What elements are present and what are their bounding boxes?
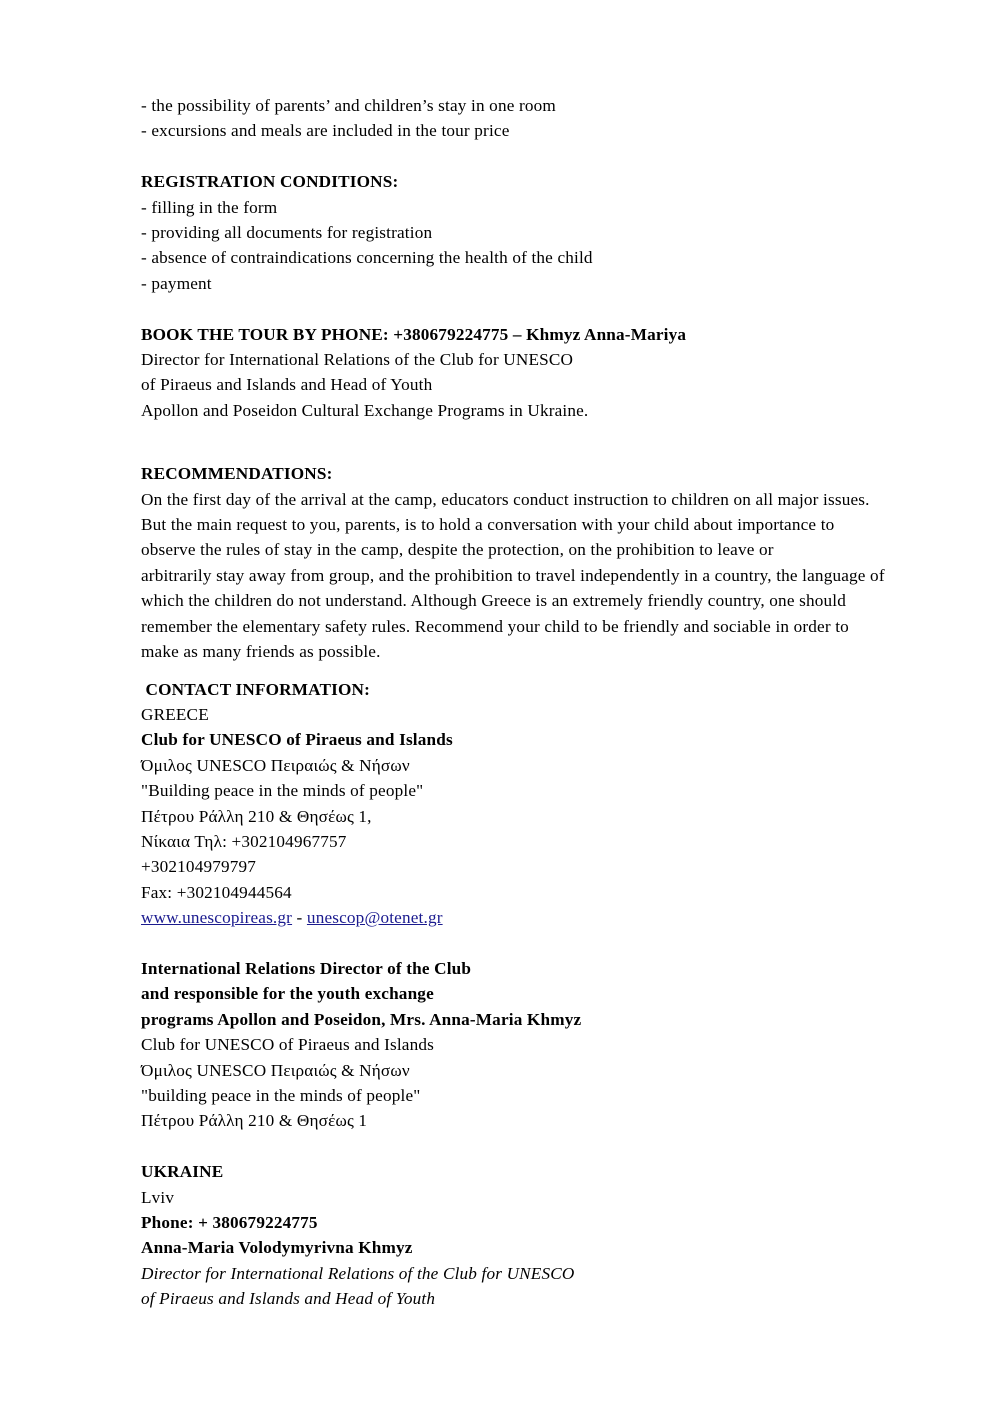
director-title-line: and responsible for the youth exchange — [141, 984, 434, 1004]
contact-person-title-line: of Piraeus and Islands and Head of Youth — [141, 1289, 436, 1309]
booking-section — [141, 322, 941, 424]
director-title-line: International Relations Director of the Club — [141, 958, 472, 978]
contact-city: Lviv — [141, 1187, 175, 1207]
spacer — [141, 665, 941, 677]
registration-conditions-section — [141, 169, 941, 296]
address-line-2-phone: Νίκαια Τηλ: +302104967757 — [141, 831, 347, 851]
contact-country-greece: GREECE — [141, 704, 209, 724]
contact-information-section — [141, 677, 941, 931]
organization-name-el: Όμιλος UNESCO Πειραιώς & Νήσων — [141, 755, 410, 775]
spacer — [141, 144, 941, 169]
paragraph-line: On the first day of the arrival at the camp, educators conduct instruction to children on all major issues. — [141, 489, 870, 509]
link-separator: - — [292, 908, 307, 928]
paragraph-line: arbitrarily stay away from group, and the prohibition to travel independently in a country, the language of — [141, 565, 885, 585]
director-org-line-el: Όμιλος UNESCO Πειραιώς & Νήσων — [141, 1060, 410, 1080]
list-item: - absence of contraindications concerning the health of the child — [141, 248, 593, 268]
list-item: - excursions and meals are included in the tour price — [141, 121, 510, 141]
links-line — [141, 905, 941, 930]
list-item: - the possibility of parents’ and children’s stay in one room — [141, 96, 556, 115]
spacer — [141, 1134, 941, 1159]
director-address: Πέτρου Ράλλη 210 & Θησέως 1 — [141, 1111, 368, 1131]
contact-phone: Phone: + 380679224775 — [141, 1213, 318, 1232]
list-item: - filling in the form — [141, 197, 278, 217]
address-line-1: Πέτρου Ράλλη 210 & Θησέως 1, — [141, 806, 372, 826]
paragraph-line: But the main request to you, parents, is to hold a conversation with your child about importance to — [141, 515, 835, 535]
paragraph-line: observe the rules of stay in the camp, despite the protection, on the prohibition to leave or — [141, 540, 774, 560]
director-motto: "building peace in the minds of people" — [141, 1085, 421, 1105]
contact-country-ukraine: UKRAINE — [141, 1162, 224, 1182]
director-title-line: programs Apollon and Poseidon, Mrs. Anna-Maria Khmyz — [141, 1009, 582, 1029]
benefits-list — [141, 93, 941, 144]
list-item: - payment — [141, 273, 212, 293]
director-org-line: Club for UNESCO of Piraeus and Islands — [141, 1035, 434, 1055]
phone-secondary: +302104979797 — [141, 857, 257, 877]
section-heading-contact: CONTACT INFORMATION: — [141, 679, 370, 699]
spacer — [141, 296, 941, 321]
booking-line: Director for International Relations of the Club for UNESCO — [141, 350, 574, 370]
organization-name-en: Club for UNESCO of Piraeus and Islands — [141, 730, 453, 750]
ukraine-contact-block — [141, 1159, 941, 1311]
organization-motto: "Building peace in the minds of people" — [141, 781, 424, 801]
website-link[interactable]: www.unescopireas.gr — [141, 908, 293, 928]
paragraph-line: remember the elementary safety rules. Recommend your child to be friendly and sociable in order to — [141, 616, 849, 636]
booking-heading: BOOK THE TOUR BY PHONE: +380679224775 – Khmyz Anna-Mariya — [141, 324, 687, 344]
spacer — [141, 931, 941, 956]
section-heading-recommendations: RECOMMENDATIONS: — [141, 464, 333, 484]
contact-person-title-line: Director for International Relations of the Club for UNESCO — [141, 1263, 575, 1283]
email-link[interactable]: unescop@otenet.gr — [306, 908, 443, 928]
director-contact-block — [141, 956, 941, 1134]
fax-number: Fax: +302104944564 — [141, 882, 292, 902]
contact-person-name: Anna-Maria Volodymyrivna Khmyz — [141, 1238, 413, 1258]
list-item: - providing all documents for registration — [141, 223, 433, 243]
paragraph-line: which the children do not understand. Although Greece is an extremely friendly country, one should — [141, 591, 846, 611]
document-body — [141, 93, 941, 1312]
recommendations-section — [141, 461, 941, 664]
section-heading-registration: REGISTRATION CONDITIONS: — [141, 172, 399, 192]
paragraph-line: make as many friends as possible. — [141, 642, 381, 662]
booking-line: Apollon and Poseidon Cultural Exchange Programs in Ukraine. — [141, 400, 589, 420]
booking-line: of Piraeus and Islands and Head of Youth — [141, 375, 433, 395]
spacer — [141, 423, 941, 461]
